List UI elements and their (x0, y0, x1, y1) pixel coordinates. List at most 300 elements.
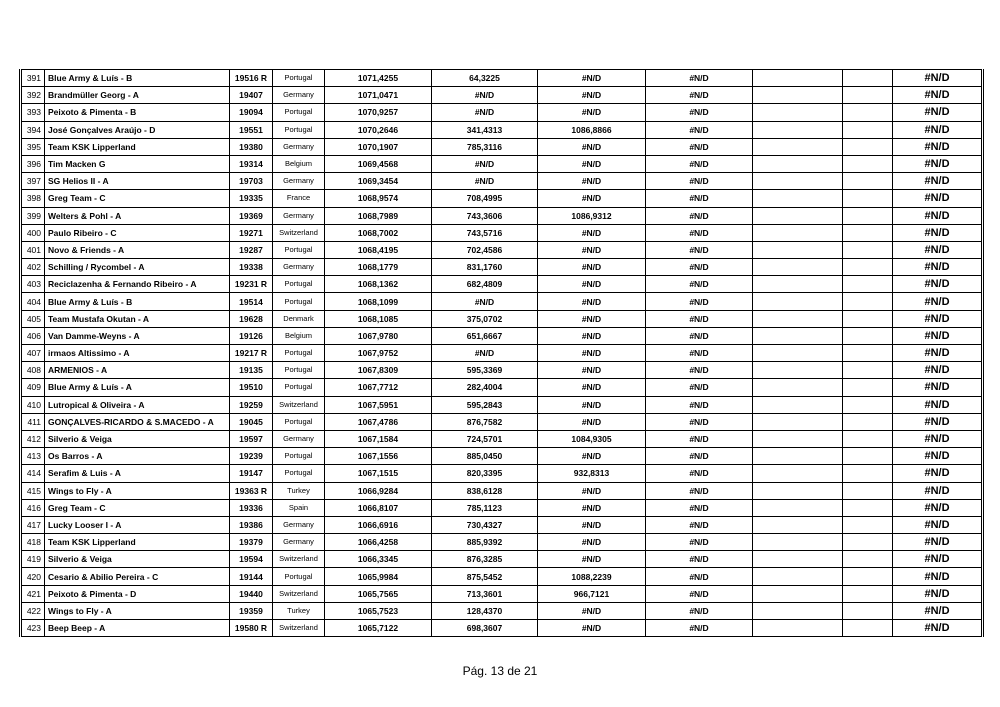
ring-number-cell: 19594 (230, 551, 273, 568)
score-1-cell: 1068,1085 (325, 310, 432, 327)
country-cell: France (273, 190, 325, 207)
score-6-cell (843, 448, 893, 465)
score-2-cell: 375,0702 (432, 310, 538, 327)
score-6-cell (843, 70, 893, 87)
ring-number-cell: 19379 (230, 534, 273, 551)
score-2-cell: #N/D (432, 87, 538, 104)
rank-cell: 407 (21, 345, 45, 362)
score-2-cell: 743,5716 (432, 224, 538, 241)
score-3-cell: #N/D (538, 448, 646, 465)
score-6-cell (843, 465, 893, 482)
ring-number-cell: 19703 (230, 173, 273, 190)
rank-cell: 394 (21, 121, 45, 138)
score-2-cell: 875,5452 (432, 568, 538, 585)
score-2-cell: #N/D (432, 155, 538, 172)
result-cell: #N/D (893, 190, 983, 207)
table-row (21, 345, 983, 362)
score-3-cell: #N/D (538, 104, 646, 121)
score-6-cell (843, 379, 893, 396)
team-name-cell: Team KSK Lipperland (45, 534, 230, 551)
score-6-cell (843, 327, 893, 344)
score-6-cell (843, 121, 893, 138)
score-3-cell: #N/D (538, 276, 646, 293)
team-name-cell: Greg Team - C (45, 499, 230, 516)
score-5-cell (753, 327, 843, 344)
score-4-cell: #N/D (646, 534, 753, 551)
rank-cell: 422 (21, 602, 45, 619)
score-2-cell: 785,1123 (432, 499, 538, 516)
team-name-cell: Wings to Fly - A (45, 602, 230, 619)
ring-number-cell: 19135 (230, 362, 273, 379)
team-name-cell: Lutropical & Oliveira - A (45, 396, 230, 413)
score-2-cell: 341,4313 (432, 121, 538, 138)
rank-cell: 420 (21, 568, 45, 585)
score-2-cell: 698,3607 (432, 620, 538, 637)
score-3-cell: #N/D (538, 259, 646, 276)
rank-cell: 396 (21, 155, 45, 172)
table-row (21, 138, 983, 155)
score-5-cell (753, 413, 843, 430)
score-6-cell (843, 224, 893, 241)
country-cell: Portugal (273, 465, 325, 482)
score-6-cell (843, 585, 893, 602)
country-cell: Germany (273, 138, 325, 155)
score-4-cell: #N/D (646, 173, 753, 190)
country-cell: Portugal (273, 241, 325, 258)
score-5-cell (753, 534, 843, 551)
team-name-cell: Cesario & Abilio Pereira - C (45, 568, 230, 585)
result-cell: #N/D (893, 121, 983, 138)
rank-cell: 411 (21, 413, 45, 430)
score-1-cell: 1069,4568 (325, 155, 432, 172)
team-name-cell: Paulo Ribeiro - C (45, 224, 230, 241)
table-row (21, 534, 983, 551)
score-2-cell: #N/D (432, 345, 538, 362)
ring-number-cell: 19514 (230, 293, 273, 310)
country-cell: Portugal (273, 276, 325, 293)
rank-cell: 402 (21, 259, 45, 276)
rank-cell: 404 (21, 293, 45, 310)
score-3-cell: #N/D (538, 155, 646, 172)
table-row (21, 259, 983, 276)
ranking-table (19, 69, 984, 637)
ring-number-cell: 19239 (230, 448, 273, 465)
ring-number-cell: 19144 (230, 568, 273, 585)
score-3-cell: #N/D (538, 345, 646, 362)
table-row (21, 499, 983, 516)
country-cell: Portugal (273, 70, 325, 87)
country-cell: Germany (273, 534, 325, 551)
score-1-cell: 1066,8107 (325, 499, 432, 516)
score-4-cell: #N/D (646, 310, 753, 327)
score-5-cell (753, 241, 843, 258)
team-name-cell: Silverio & Veiga (45, 551, 230, 568)
table-row (21, 241, 983, 258)
score-5-cell (753, 379, 843, 396)
result-cell: #N/D (893, 276, 983, 293)
country-cell: Portugal (273, 293, 325, 310)
country-cell: Portugal (273, 345, 325, 362)
team-name-cell: Beep Beep - A (45, 620, 230, 637)
ring-number-cell: 19516 R (230, 70, 273, 87)
country-cell: Portugal (273, 413, 325, 430)
score-6-cell (843, 104, 893, 121)
team-name-cell: Silverio & Veiga (45, 430, 230, 447)
team-name-cell: Peixoto & Pimenta - B (45, 104, 230, 121)
result-cell: #N/D (893, 534, 983, 551)
score-1-cell: 1067,8309 (325, 362, 432, 379)
score-4-cell: #N/D (646, 448, 753, 465)
score-3-cell: 1086,8866 (538, 121, 646, 138)
result-cell: #N/D (893, 87, 983, 104)
result-cell: #N/D (893, 499, 983, 516)
result-cell: #N/D (893, 448, 983, 465)
score-5-cell (753, 516, 843, 533)
country-cell: Switzerland (273, 585, 325, 602)
result-cell: #N/D (893, 138, 983, 155)
score-2-cell: 128,4370 (432, 602, 538, 619)
team-name-cell: Brandmüller Georg - A (45, 87, 230, 104)
score-5-cell (753, 602, 843, 619)
score-6-cell (843, 396, 893, 413)
score-1-cell: 1067,7712 (325, 379, 432, 396)
rank-cell: 403 (21, 276, 45, 293)
score-1-cell: 1067,4786 (325, 413, 432, 430)
score-4-cell: #N/D (646, 430, 753, 447)
score-5-cell (753, 155, 843, 172)
ring-number-cell: 19551 (230, 121, 273, 138)
team-name-cell: ARMENIOS - A (45, 362, 230, 379)
result-cell: #N/D (893, 207, 983, 224)
rank-cell: 393 (21, 104, 45, 121)
score-1-cell: 1071,4255 (325, 70, 432, 87)
team-name-cell: SG Helios II - A (45, 173, 230, 190)
rank-cell: 418 (21, 534, 45, 551)
score-5-cell (753, 293, 843, 310)
score-3-cell: #N/D (538, 190, 646, 207)
rank-cell: 413 (21, 448, 45, 465)
score-1-cell: 1070,1907 (325, 138, 432, 155)
ring-number-cell: 19363 R (230, 482, 273, 499)
score-6-cell (843, 190, 893, 207)
result-cell: #N/D (893, 293, 983, 310)
table-row (21, 482, 983, 499)
table-row (21, 207, 983, 224)
score-1-cell: 1070,9257 (325, 104, 432, 121)
country-cell: Turkey (273, 482, 325, 499)
score-5-cell (753, 465, 843, 482)
score-4-cell: #N/D (646, 620, 753, 637)
score-5-cell (753, 121, 843, 138)
score-5-cell (753, 499, 843, 516)
score-4-cell: #N/D (646, 138, 753, 155)
ring-number-cell: 19440 (230, 585, 273, 602)
team-name-cell: Peixoto & Pimenta - D (45, 585, 230, 602)
score-3-cell: #N/D (538, 70, 646, 87)
ring-number-cell: 19380 (230, 138, 273, 155)
score-5-cell (753, 430, 843, 447)
score-4-cell: #N/D (646, 87, 753, 104)
ring-number-cell: 19510 (230, 379, 273, 396)
score-1-cell: 1068,1779 (325, 259, 432, 276)
country-cell: Portugal (273, 568, 325, 585)
score-1-cell: 1067,1515 (325, 465, 432, 482)
result-cell: #N/D (893, 516, 983, 533)
country-cell: Germany (273, 430, 325, 447)
rank-cell: 398 (21, 190, 45, 207)
score-6-cell (843, 276, 893, 293)
country-cell: Germany (273, 516, 325, 533)
ring-number-cell: 19217 R (230, 345, 273, 362)
country-cell: Switzerland (273, 396, 325, 413)
score-4-cell: #N/D (646, 224, 753, 241)
rank-cell: 400 (21, 224, 45, 241)
score-3-cell: #N/D (538, 224, 646, 241)
score-3-cell: #N/D (538, 87, 646, 104)
score-1-cell: 1067,9780 (325, 327, 432, 344)
score-3-cell: #N/D (538, 310, 646, 327)
score-2-cell: 282,4004 (432, 379, 538, 396)
team-name-cell: Team KSK Lipperland (45, 138, 230, 155)
score-4-cell: #N/D (646, 413, 753, 430)
page-number: Pág. 13 de 21 (462, 664, 538, 678)
score-5-cell (753, 585, 843, 602)
table-row (21, 551, 983, 568)
result-cell: #N/D (893, 620, 983, 637)
score-3-cell: #N/D (538, 362, 646, 379)
score-6-cell (843, 241, 893, 258)
table-row (21, 121, 983, 138)
score-4-cell: #N/D (646, 70, 753, 87)
score-5-cell (753, 87, 843, 104)
score-6-cell (843, 516, 893, 533)
result-cell: #N/D (893, 241, 983, 258)
score-2-cell: #N/D (432, 173, 538, 190)
ring-number-cell: 19259 (230, 396, 273, 413)
team-name-cell: Blue Army & Luís - B (45, 70, 230, 87)
score-1-cell: 1067,1584 (325, 430, 432, 447)
score-6-cell (843, 155, 893, 172)
rank-cell: 406 (21, 327, 45, 344)
score-6-cell (843, 207, 893, 224)
table-row (21, 173, 983, 190)
score-3-cell: #N/D (538, 413, 646, 430)
ring-number-cell: 19336 (230, 499, 273, 516)
result-cell: #N/D (893, 327, 983, 344)
ring-number-cell: 19231 R (230, 276, 273, 293)
score-3-cell: #N/D (538, 499, 646, 516)
team-name-cell: Team Mustafa Okutan - A (45, 310, 230, 327)
result-cell: #N/D (893, 104, 983, 121)
score-1-cell: 1069,3454 (325, 173, 432, 190)
score-2-cell: 713,3601 (432, 585, 538, 602)
rank-cell: 408 (21, 362, 45, 379)
score-2-cell: 595,2843 (432, 396, 538, 413)
score-2-cell: 64,3225 (432, 70, 538, 87)
score-6-cell (843, 534, 893, 551)
score-2-cell: 885,0450 (432, 448, 538, 465)
team-name-cell: Reciclazenha & Fernando Ribeiro - A (45, 276, 230, 293)
result-cell: #N/D (893, 602, 983, 619)
table-row (21, 104, 983, 121)
score-3-cell: #N/D (538, 327, 646, 344)
country-cell: Portugal (273, 379, 325, 396)
score-6-cell (843, 568, 893, 585)
score-5-cell (753, 345, 843, 362)
rank-cell: 421 (21, 585, 45, 602)
score-5-cell (753, 70, 843, 87)
score-5-cell (753, 568, 843, 585)
team-name-cell: Tim Macken G (45, 155, 230, 172)
score-5-cell (753, 104, 843, 121)
score-1-cell: 1068,1362 (325, 276, 432, 293)
ring-number-cell: 19045 (230, 413, 273, 430)
score-4-cell: #N/D (646, 327, 753, 344)
score-1-cell: 1067,5951 (325, 396, 432, 413)
result-cell: #N/D (893, 224, 983, 241)
score-1-cell: 1065,7523 (325, 602, 432, 619)
team-name-cell: Van Damme-Weyns - A (45, 327, 230, 344)
score-4-cell: #N/D (646, 276, 753, 293)
country-cell: Belgium (273, 155, 325, 172)
score-1-cell: 1065,9984 (325, 568, 432, 585)
team-name-cell: José Gonçalves Araújo - D (45, 121, 230, 138)
score-2-cell: 682,4809 (432, 276, 538, 293)
score-6-cell (843, 602, 893, 619)
score-1-cell: 1071,0471 (325, 87, 432, 104)
result-cell: #N/D (893, 345, 983, 362)
score-1-cell: 1068,7989 (325, 207, 432, 224)
result-cell: #N/D (893, 413, 983, 430)
country-cell: Portugal (273, 362, 325, 379)
country-cell: Portugal (273, 121, 325, 138)
result-cell: #N/D (893, 430, 983, 447)
ring-number-cell: 19126 (230, 327, 273, 344)
score-3-cell: #N/D (538, 138, 646, 155)
rank-cell: 417 (21, 516, 45, 533)
team-name-cell: Greg Team - C (45, 190, 230, 207)
ring-number-cell: 19597 (230, 430, 273, 447)
score-2-cell: 820,3395 (432, 465, 538, 482)
rank-cell: 415 (21, 482, 45, 499)
score-3-cell: 1088,2239 (538, 568, 646, 585)
team-name-cell: Blue Army & Luís - B (45, 293, 230, 310)
country-cell: Germany (273, 207, 325, 224)
score-5-cell (753, 207, 843, 224)
team-name-cell: Wings to Fly - A (45, 482, 230, 499)
result-cell: #N/D (893, 396, 983, 413)
table-row (21, 327, 983, 344)
score-5-cell (753, 482, 843, 499)
score-1-cell: 1068,9574 (325, 190, 432, 207)
rank-cell: 405 (21, 310, 45, 327)
table-row (21, 448, 983, 465)
score-2-cell: 595,3369 (432, 362, 538, 379)
country-cell: Spain (273, 499, 325, 516)
score-2-cell: 885,9392 (432, 534, 538, 551)
score-4-cell: #N/D (646, 345, 753, 362)
score-4-cell: #N/D (646, 190, 753, 207)
ring-number-cell: 19271 (230, 224, 273, 241)
country-cell: Germany (273, 87, 325, 104)
result-cell: #N/D (893, 173, 983, 190)
team-name-cell: Lucky Looser I - A (45, 516, 230, 533)
result-cell: #N/D (893, 482, 983, 499)
table-row (21, 413, 983, 430)
score-5-cell (753, 224, 843, 241)
country-cell: Portugal (273, 104, 325, 121)
table-row (21, 190, 983, 207)
score-4-cell: #N/D (646, 362, 753, 379)
rank-cell: 392 (21, 87, 45, 104)
country-cell: Germany (273, 173, 325, 190)
rank-cell: 423 (21, 620, 45, 637)
score-2-cell: 831,1760 (432, 259, 538, 276)
score-6-cell (843, 482, 893, 499)
score-1-cell: 1066,6916 (325, 516, 432, 533)
score-6-cell (843, 173, 893, 190)
score-4-cell: #N/D (646, 465, 753, 482)
score-6-cell (843, 413, 893, 430)
team-name-cell: irmaos Altissimo - A (45, 345, 230, 362)
table-row (21, 602, 983, 619)
table-row (21, 516, 983, 533)
score-6-cell (843, 293, 893, 310)
score-2-cell: #N/D (432, 104, 538, 121)
score-1-cell: 1067,1556 (325, 448, 432, 465)
score-3-cell: #N/D (538, 602, 646, 619)
rank-cell: 397 (21, 173, 45, 190)
score-2-cell: 724,5701 (432, 430, 538, 447)
score-1-cell: 1065,7565 (325, 585, 432, 602)
score-4-cell: #N/D (646, 379, 753, 396)
score-5-cell (753, 396, 843, 413)
table-row (21, 568, 983, 585)
country-cell: Denmark (273, 310, 325, 327)
score-4-cell: #N/D (646, 516, 753, 533)
score-1-cell: 1068,1099 (325, 293, 432, 310)
country-cell: Belgium (273, 327, 325, 344)
score-1-cell: 1070,2646 (325, 121, 432, 138)
score-4-cell: #N/D (646, 104, 753, 121)
table-row (21, 430, 983, 447)
score-4-cell: #N/D (646, 259, 753, 276)
score-6-cell (843, 620, 893, 637)
ring-number-cell: 19369 (230, 207, 273, 224)
score-1-cell: 1065,7122 (325, 620, 432, 637)
result-cell: #N/D (893, 551, 983, 568)
rank-cell: 399 (21, 207, 45, 224)
score-6-cell (843, 499, 893, 516)
rank-cell: 395 (21, 138, 45, 155)
table-row (21, 396, 983, 413)
ring-number-cell: 19338 (230, 259, 273, 276)
score-3-cell: #N/D (538, 293, 646, 310)
table-row (21, 155, 983, 172)
score-4-cell: #N/D (646, 482, 753, 499)
country-cell: Germany (273, 259, 325, 276)
score-3-cell: #N/D (538, 379, 646, 396)
score-3-cell: #N/D (538, 516, 646, 533)
score-3-cell: #N/D (538, 551, 646, 568)
team-name-cell: Welters & Pohl - A (45, 207, 230, 224)
score-6-cell (843, 87, 893, 104)
score-2-cell: 743,3606 (432, 207, 538, 224)
score-4-cell: #N/D (646, 585, 753, 602)
score-5-cell (753, 190, 843, 207)
score-5-cell (753, 448, 843, 465)
score-2-cell: 785,3116 (432, 138, 538, 155)
